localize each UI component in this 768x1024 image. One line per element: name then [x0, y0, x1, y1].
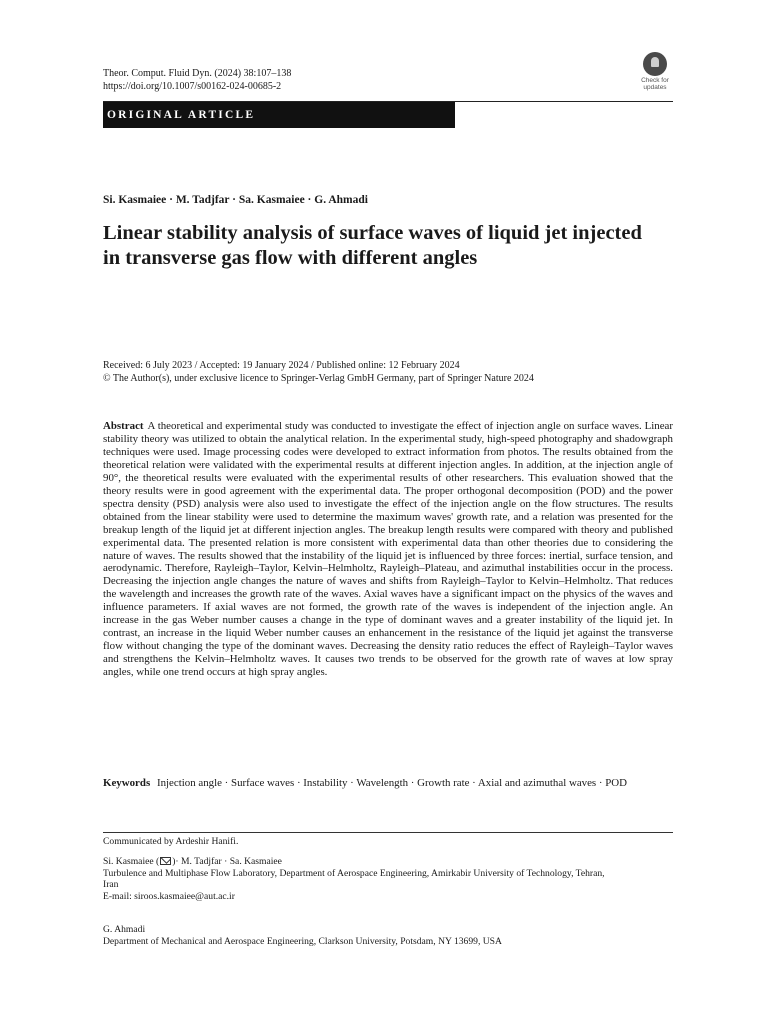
affiliation-department: Turbulence and Multiphase Flow Laboratory, Department of Aerospace Engineering, Amirkabir University of Technology, Tehran, [103, 867, 605, 879]
affiliation-country: Iran [103, 879, 119, 890]
journal-header [103, 68, 291, 93]
affiliation-department: Department of Mechanical and Aerospace Engineering, Clarkson University, Potsdam, NY 13699, USA [103, 935, 502, 947]
article-type-banner: ORIGINAL ARTICLE [103, 102, 455, 128]
publication-dates [103, 360, 534, 385]
author-list: Si. Kasmaiee · M. Tadjfar · Sa. Kasmaiee · G. Ahmadi [103, 194, 368, 206]
keywords-text: Injection angle · Surface waves · Instability · Wavelength · Growth rate · Axial and azimuthal waves · POD [156, 777, 628, 789]
communicated-by: Communicated by Ardeshir Hanifi. [103, 836, 239, 847]
copyright-notice: © The Author(s), under exclusive licence to Springer-Verlag GmbH Germany, part of Springer Nature 2024 [103, 372, 534, 384]
journal-citation: Theor. Comput. Fluid Dyn. (2024) 38:107–138 [103, 68, 292, 79]
envelope-icon[interactable] [160, 857, 171, 865]
check-for-updates-button[interactable] [636, 52, 674, 91]
check-for-updates-icon [643, 52, 667, 76]
footnote-divider [103, 832, 673, 833]
publication-history: Received: 6 July 2023 / Accepted: 19 January 2024 / Published online: 12 February 2024 [103, 360, 460, 371]
doi-link[interactable]: https://doi.org/10.1007/s00162-024-00685-2 [103, 80, 282, 92]
affiliation-block-1 [103, 856, 673, 902]
affiliation-authors: Si. Kasmaiee ( )· M. Tadjfar · Sa. Kasmaiee [103, 856, 282, 867]
abstract-text: A theoretical and experimental study was conducted to investigate the effect of injection angle on surface waves. Linear stability theory was utilized to obtain the analytical relation. In the experimental study, high-speed photography and shadowgraph techniques were used. Image processing codes were developed to extract information from photos. The results obtained from the theoretical relation were validated with the experimental results at different injection angles. In addition, at the injection angle of 90°, the theoretical results were evaluated with the experimental results of other researchers. This evaluation showed that the theory results were in good agreement with the experimental data. The proper orthogonal decomposition (POD) and the power spectra density (PSD) analysis were also used to investigate the effect of the injection angle on the flow structures. The results obtained from the linear stability were used to determine the maximum waves' growth rate, and a relation was presented for the breakup length of the liquid jet at different injection angles. The breakup length results were compared with theory and published experimental data. The presented relation is more consistent with experimental data than other theories due to considering the nature of waves. The results showed that the instability of the liquid jet is influenced by three forces: inertial, surface tension, and aerodynamic. Therefore, Rayleigh–Taylor, Kelvin–Helmholtz, Rayleigh–Plateau, and azimuthal instabilities occur in the process. Decreasing the injection angle changes the nature of waves and shifts from Rayleigh–Taylor to Kelvin–Helmholtz. That reduces the wavelength and increases the growth rate of the waves. Axial waves have a significant impact on the physics of the waves and influence parameters. If axial waves are not formed, the growth rate of the waves is independent of the injection angle. An increase in the gas Weber number causes a change in the type of dominant waves and a greater instability of the liquid jet. In contrast, an increase in the liquid Weber number causes an enhancement in the resistance of the liquid jet against the transverse flow without changing the type of the dominant waves. Decreasing the density ratio reduces the effect of Rayleigh–Taylor waves and strengthens the Kelvin–Helmholtz waves. It causes two trends to be observed for the growth rate of waves at low spray angles, while one trend occurs at high spray angles. [103, 420, 673, 679]
abstract-label: Abstract [103, 420, 144, 432]
keywords [103, 777, 673, 790]
abstract [103, 420, 673, 679]
article-title: Linear stability analysis of surface waves of liquid jet injected in transverse gas flow with different angles [103, 222, 642, 269]
keywords-label: Keywords [103, 777, 151, 789]
author-email[interactable]: E-mail: siroos.kasmaiee@aut.ac.ir [103, 890, 235, 902]
affiliation-block-2 [103, 924, 673, 947]
affiliation-author: G. Ahmadi [103, 924, 146, 935]
check-for-updates-label: Check for updates [641, 77, 669, 91]
